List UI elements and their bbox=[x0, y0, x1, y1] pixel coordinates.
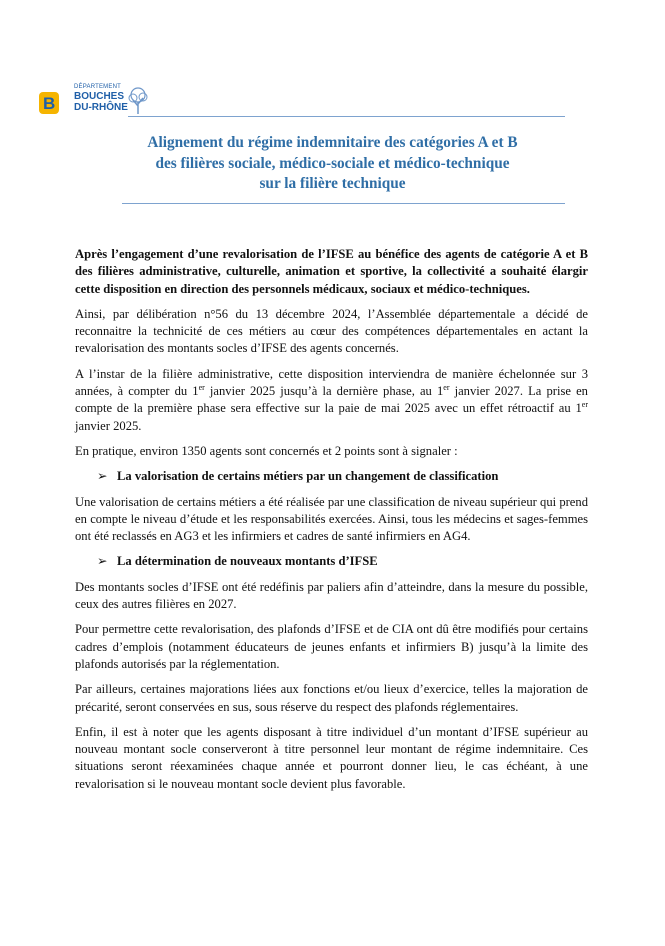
schedule-text-b: janvier 2025 jusqu’à la dernière phase, au 1 bbox=[204, 384, 444, 399]
section-heading-text: La valorisation de certains métiers par un changement de classification bbox=[117, 469, 499, 484]
department-logo bbox=[38, 82, 150, 124]
logo-line-2: DU-RHÔNE bbox=[74, 102, 128, 113]
document-body bbox=[75, 246, 588, 801]
bullet-arrow-icon: ➢ bbox=[97, 554, 108, 569]
paragraph-majorations: Par ailleurs, certaines majorations liées aux fonctions et/ou lieux d’exercice, telles la majoration de précarité, seront conservées en sus, sous réserve du respect des plafonds réglementaires. bbox=[75, 682, 588, 714]
paragraph-classification: Une valorisation de certains métiers a été réalisée par une classification de niveau supérieur qui prend en compte le niveau d’étude et les responsabilités exercées. Ainsi, tous les médecins et sages-femmes ont été reclassés en AG3 et les infirmiers et cadres de santé infirmiers en AG4. bbox=[75, 494, 588, 544]
superscript-er: er bbox=[581, 400, 588, 410]
schedule-text-a: A l’instar de la filière administrative, cette disposition interviendra de manière échelonnée sur 3 années, à compter du 1 bbox=[75, 366, 588, 399]
paragraph-amounts: Des montants socles d’IFSE ont été redéfinis par paliers afin d’atteindre, dans la mesure du possible, ceux des autres filières en 2027. bbox=[75, 579, 588, 612]
logo-wordmark bbox=[74, 84, 128, 113]
bullet-arrow-icon: ➢ bbox=[97, 469, 108, 484]
intro-paragraph: Après l’engagement d’une revalorisation de l’IFSE au bénéfice des agents de catégorie A et B des filières administrative, culturelle, animation et sportive, la collectivité a souhaité élargir cette disposition en direction des personnels médicaux, sociaux et médico-techniques. bbox=[75, 247, 588, 296]
paragraph-schedule bbox=[75, 366, 588, 435]
section-heading-amounts bbox=[75, 553, 588, 570]
title-line-2: des filières sociale, médico-sociale et médico-technique bbox=[155, 154, 510, 172]
paragraph-conclusion: Enfin, il est à noter que les agents disposant à titre individuel d’un montant d’IFSE supérieur au nouveau montant socle conserveront à titre personnel leur montant de régime indemnitaire. Ces situations seront réexaminées chaque année et pourront donner lieu, le cas échéant, à une revalorisation si le nouveau montant socle devient plus favorable. bbox=[75, 724, 588, 791]
section-heading-text: La détermination de nouveaux montants d’IFSE bbox=[117, 554, 378, 569]
header-rule-bottom bbox=[122, 203, 565, 204]
tree-icon bbox=[126, 86, 150, 116]
superscript-er: er bbox=[198, 382, 205, 392]
section-heading-classification bbox=[75, 468, 588, 485]
logo-line-1: BOUCHES bbox=[74, 91, 125, 102]
header-rule-top bbox=[128, 116, 565, 117]
logo-dept-label: DÉPARTEMENT bbox=[74, 84, 121, 90]
title-line-3: sur la filière technique bbox=[259, 175, 406, 192]
paragraph-deliberation: Ainsi, par délibération n°56 du 13 décembre 2024, l’Assemblée départementale a décidé de reconnaitre la technicité de ces métiers au cœur des compétences départementales en actant la revalorisation des montants socles d’IFSE des agents concernés. bbox=[75, 306, 588, 356]
title-line-1: Alignement du régime indemnitaire des catégories A et B bbox=[147, 134, 518, 151]
schedule-text-d: janvier 2025. bbox=[75, 418, 142, 433]
schedule-text-c: janvier 2027. La prise en compte de la première phase sera effective sur la paie de mai 2025 avec un effet rétroactif au 1 bbox=[75, 384, 588, 416]
page-title bbox=[80, 133, 585, 195]
superscript-er: er bbox=[443, 382, 450, 392]
paragraph-practice: En pratique, environ 1350 agents sont concernés et 2 points sont à signaler : bbox=[75, 443, 458, 458]
bdr-logo-icon bbox=[38, 88, 72, 118]
paragraph-ceilings: Pour permettre cette revalorisation, des plafonds d’IFSE et de CIA ont dû être modifiés pour certains cadres d’emplois (notamment éducateurs de jeunes enfants et infirmiers B) jusqu’à la limite des plafonds autorisés par la réglementation. bbox=[75, 622, 588, 671]
svg-text:B: B bbox=[43, 94, 56, 113]
